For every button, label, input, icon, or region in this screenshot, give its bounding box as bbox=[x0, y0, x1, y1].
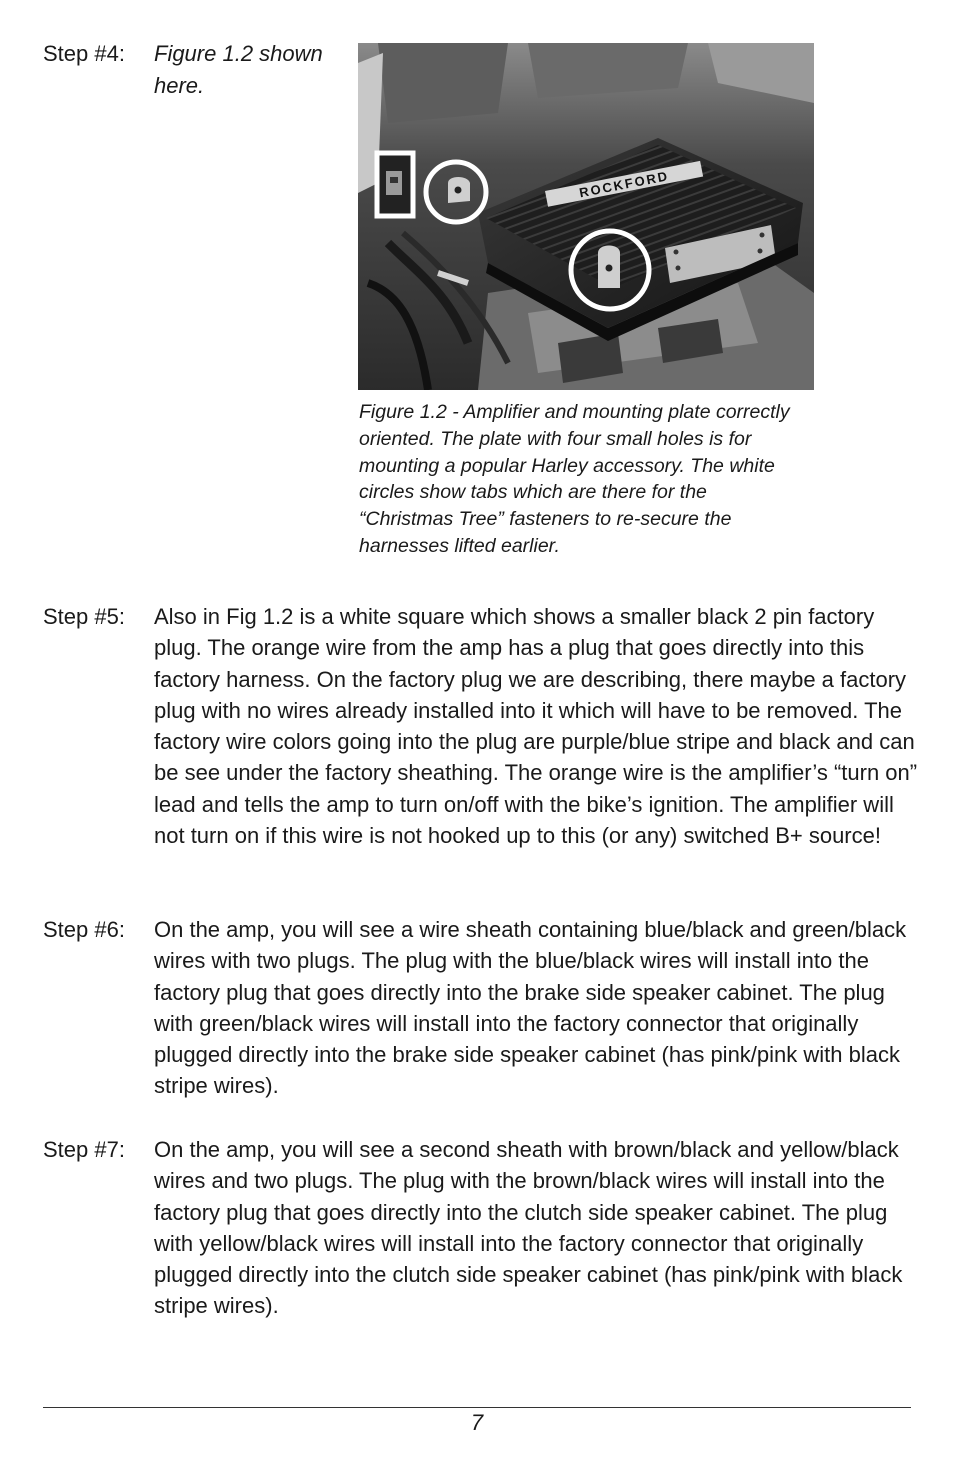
step-4-figure-reference: Figure 1.2 shown here. bbox=[154, 41, 323, 98]
figure-1-2-photo bbox=[358, 43, 814, 390]
amplifier-brand-text: ROCKFORD bbox=[578, 168, 671, 201]
step-5-label: Step #5: bbox=[43, 604, 125, 629]
step-7-text: On the amp, you will see a second sheath with brown/black and yellow/black wires and two plugs. The plug with the brown/black wires will install into the factory plug that goes directly into the clutch side speaker cabinet. The plug with yellow/black wires will install into the factory connector that originally plugged directly into the clutch side speaker cabinet (has pink/pink with black stripe wires). bbox=[154, 1137, 903, 1319]
step-6-text: On the amp, you will see a wire sheath containing blue/black and green/black wires with two plugs. The plug with the blue/black wires will install into the factory plug that goes directly into the brake side speaker cabinet. The plug with green/black wires will install into the factory connector that originally plugged directly into the brake side speaker cabinet (has pink/pink with black stripe wires). bbox=[154, 917, 907, 1099]
step-7-label: Step #7: bbox=[43, 1137, 125, 1162]
step-5-text: Also in Fig 1.2 is a white square which shows a smaller black 2 pin factory plug. The orange wire from the amp has a plug that goes directly into this factory harness. On the factory plug we are describing, there maybe a factory plug with no wires already installed into it which will have to be removed. The factory wire colors going into the plug are purple/blue stripe and black and can be see under the factory sheathing. The orange wire is the amplifier’s “turn on” lead and tells the amp to turn on/off with the bike’s ignition. The amplifier will not turn on if this wire is not hooked up to this (or any) switched B+ source! bbox=[154, 604, 918, 849]
step-6-label: Step #6: bbox=[43, 917, 125, 942]
page-number: 7 bbox=[470, 1410, 484, 1435]
figure-1-2-caption: Figure 1.2 - Amplifier and mounting plate correctly oriented. The plate with four small holes is for mounting a popular Harley accessory. The white circles show tabs which are there for the “Christmas Tree” fasteners to re-secure the harnesses lifted earlier. bbox=[359, 401, 790, 557]
step-4-label: Step #4: bbox=[43, 41, 125, 66]
